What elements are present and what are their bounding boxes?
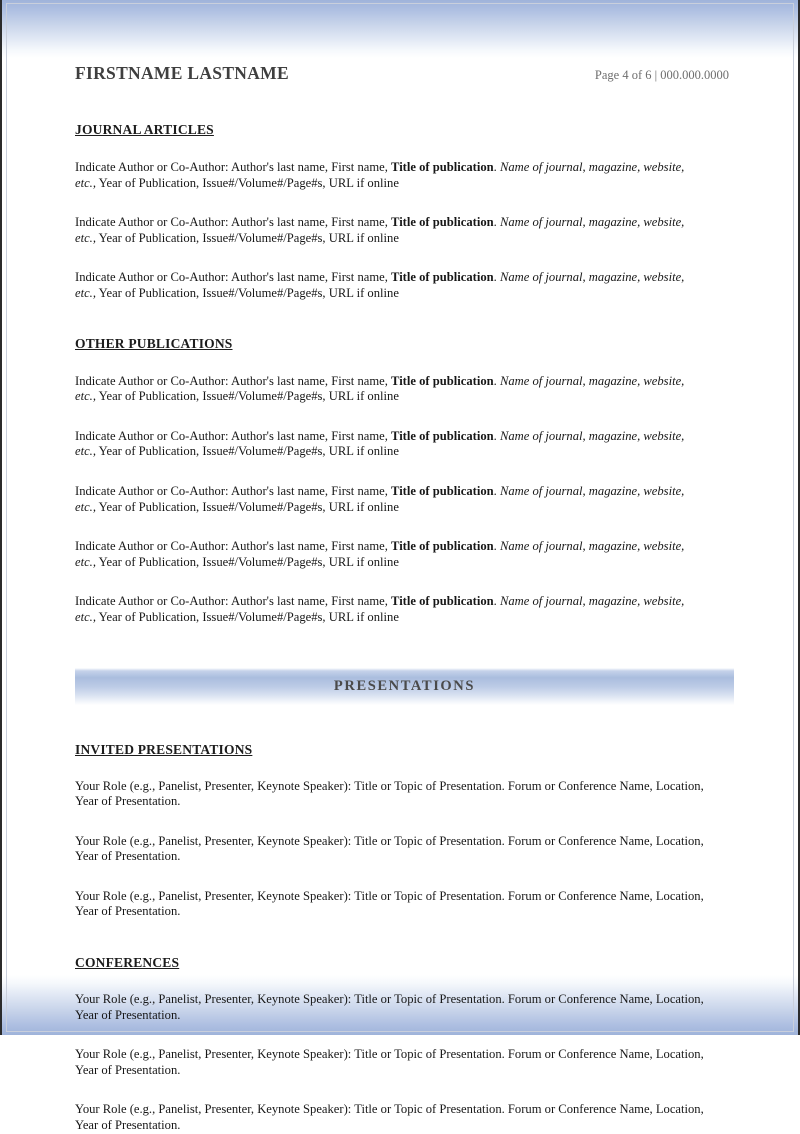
presentation-entry <box>75 1102 715 1133</box>
entry-citation-details-text: Year of Publication, Issue#/Volume#/Page#s, URL if online <box>95 285 399 300</box>
entry-journal-name-text: Name of journal, magazine, website, etc., <box>75 428 685 459</box>
presentation-entry <box>75 992 715 1023</box>
section-heading-journal-articles: JOURNAL ARTICLES <box>75 122 214 137</box>
entry-journal-name-text: Name of journal, magazine, website, etc., <box>75 539 685 569</box>
presentations-section-banner <box>75 668 734 705</box>
entry-citation-details-text: Year of Publication, Issue#/Volume#/Page#s, URL if online <box>95 444 399 459</box>
page-number-and-phone: Page 4 of 6 | 000.000.0000 <box>594 68 729 82</box>
publication-entry <box>75 484 700 515</box>
entry-title-text: Title of publication <box>391 428 494 443</box>
entry-journal-name-text: Name of journal, magazine, website, etc., <box>75 160 685 190</box>
entry-journal-name-text: Name of journal, magazine, website, etc., <box>75 373 685 404</box>
journal-articles-list <box>75 160 734 302</box>
entry-citation-details-text: Year of Publication, Issue#/Volume#/Page#s, URL if online <box>95 609 399 624</box>
entry-title-text: Title of publication <box>391 215 494 230</box>
presentation-entry <box>75 1047 715 1078</box>
entry-separator-text: . <box>493 373 500 388</box>
publication-entry <box>75 374 700 405</box>
entry-author-text: Indicate Author or Co-Author: Author's last name, First name, <box>75 373 392 388</box>
document-header <box>75 0 734 84</box>
section-heading-other-publications: OTHER PUBLICATIONS <box>75 335 233 351</box>
publication-entry <box>75 160 700 191</box>
entry-author-text: Indicate Author or Co-Author: Author's last name, First name, <box>75 539 392 554</box>
section-heading-conferences: CONFERENCES <box>75 955 180 971</box>
entry-title-text: Title of publication <box>391 483 494 498</box>
entry-title-text: Title of publication <box>391 160 494 174</box>
entry-journal-name-text: Name of journal, magazine, website, etc., <box>75 215 685 245</box>
presentation-entry-text: Your Role (e.g., Panelist, Presenter, Keynote Speaker): Title or Topic of Presentation. Forum or Conference Name, Location, Year of Presentation. <box>75 778 704 809</box>
entry-title-text: Title of publication <box>391 594 494 609</box>
section-heading-invited-presentations: INVITED PRESENTATIONS <box>75 741 253 757</box>
entry-separator-text: . <box>493 483 500 498</box>
presentation-entry-text: Your Role (e.g., Panelist, Presenter, Keynote Speaker): Title or Topic of Presentation. Forum or Conference Name, Location, Year of Presentation. <box>75 833 704 864</box>
presentation-entry-text: Your Role (e.g., Panelist, Presenter, Keynote Speaker): Title or Topic of Presentation. Forum or Conference Name, Location, Year of Presentation. <box>75 1047 704 1077</box>
entry-author-text: Indicate Author or Co-Author: Author's last name, First name, <box>75 428 392 443</box>
entry-author-text: Indicate Author or Co-Author: Author's last name, First name, <box>75 483 392 498</box>
presentation-entry <box>75 779 715 810</box>
entry-citation-details-text: Year of Publication, Issue#/Volume#/Page#s, URL if online <box>95 389 399 404</box>
entry-separator-text: . <box>493 594 500 609</box>
entry-title-text: Title of publication <box>391 270 494 285</box>
entry-journal-name-text: Name of journal, magazine, website, etc., <box>75 270 685 300</box>
other-publications-list <box>75 374 734 626</box>
presentation-entry-text: Your Role (e.g., Panelist, Presenter, Keynote Speaker): Title or Topic of Presentation. Forum or Conference Name, Location, Year of Presentation. <box>75 1102 704 1133</box>
presentation-entry-text: Your Role (e.g., Panelist, Presenter, Keynote Speaker): Title or Topic of Presentation. Forum or Conference Name, Location, Year of Presentation. <box>75 992 704 1022</box>
presentation-entry <box>75 834 715 865</box>
entry-author-text: Indicate Author or Co-Author: Author's last name, First name, <box>75 160 392 174</box>
entry-separator-text: . <box>493 539 500 554</box>
entry-citation-details-text: Year of Publication, Issue#/Volume#/Page#s, URL if online <box>95 230 399 245</box>
presentation-entry <box>75 889 715 920</box>
entry-separator-text: . <box>493 160 500 174</box>
invited-presentations-list <box>75 779 715 921</box>
entry-title-text: Title of publication <box>391 373 494 388</box>
entry-journal-name-text: Name of journal, magazine, website, etc., <box>75 594 685 624</box>
publication-entry <box>75 270 700 301</box>
conferences-list <box>75 992 715 1134</box>
entry-separator-text: . <box>493 428 500 443</box>
publication-entry <box>75 215 700 246</box>
publication-entry <box>75 594 700 625</box>
presentation-entry-text: Your Role (e.g., Panelist, Presenter, Keynote Speaker): Title or Topic of Presentation. Forum or Conference Name, Location, Year of Presentation. <box>75 888 704 919</box>
entry-author-text: Indicate Author or Co-Author: Author's last name, First name, <box>75 594 392 609</box>
page-content <box>2 0 798 1134</box>
page-title: FIRSTNAME LASTNAME <box>75 63 289 83</box>
entry-author-text: Indicate Author or Co-Author: Author's last name, First name, <box>75 270 392 285</box>
entry-separator-text: . <box>493 270 500 285</box>
publication-entry <box>75 429 700 460</box>
entry-separator-text: . <box>493 215 500 230</box>
entry-citation-details-text: Year of Publication, Issue#/Volume#/Page#s, URL if online <box>95 499 399 514</box>
entry-journal-name-text: Name of journal, magazine, website, etc., <box>75 483 685 514</box>
entry-author-text: Indicate Author or Co-Author: Author's last name, First name, <box>75 215 392 230</box>
entry-title-text: Title of publication <box>391 539 494 554</box>
entry-citation-details-text: Year of Publication, Issue#/Volume#/Page#s, URL if online <box>95 554 399 569</box>
publication-entry <box>75 539 700 570</box>
presentations-banner-title: PRESENTATIONS <box>333 677 476 694</box>
entry-citation-details-text: Year of Publication, Issue#/Volume#/Page#s, URL if online <box>95 175 399 190</box>
